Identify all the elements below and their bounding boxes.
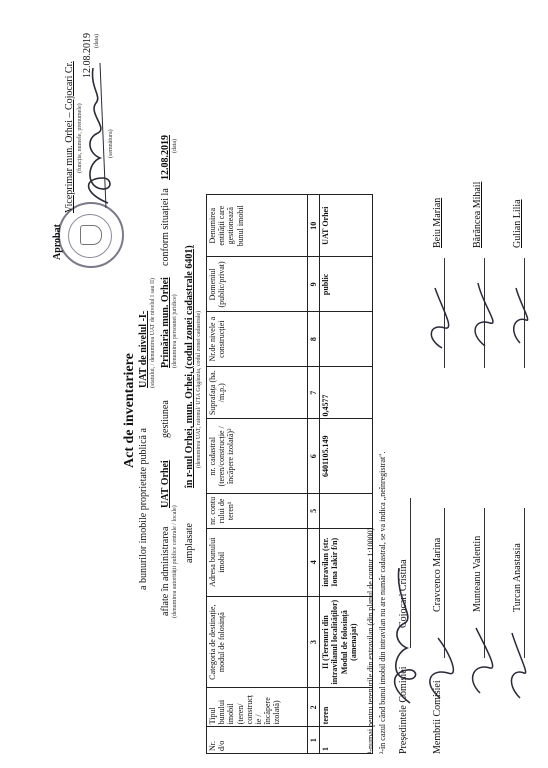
gest-date: 12.08.2019 <box>160 135 171 180</box>
header-cell: Suprafața (ha. /m.p.) <box>207 366 308 418</box>
header-cell: Domeniul (public/privat) <box>207 257 308 312</box>
number-cell: 8 <box>308 312 320 367</box>
approval-date-sub: (data) <box>94 34 100 48</box>
gest-sub: (denumirea persoanei juridice) <box>172 294 178 368</box>
member-name: Gulian Lilia <box>512 199 523 248</box>
document-title: Act de inventariere <box>122 353 137 468</box>
header-cell: Nr.de nivele a construcției <box>207 312 308 367</box>
gest-date-sub: (data) <box>172 139 178 153</box>
header-cell: Categoria de destinație, modul de folosință <box>207 596 308 688</box>
approval-date: 12.08.2019 <box>82 33 93 78</box>
line1-prefix: a bunurilor imobile proprietate publică a <box>138 428 149 590</box>
president-label: Președintele Comisiei <box>398 666 409 754</box>
cell-nr: 1 <box>320 727 373 754</box>
number-cell: 5 <box>308 494 320 529</box>
member-name: Turcan Anastasia <box>512 543 523 612</box>
footnote-1: ¹-numai pentru terenurile din extravilan (din planul de contur 1:10000). <box>366 525 375 754</box>
cell-contour <box>320 494 373 529</box>
line1-value: UAT de nivelul -I- <box>138 310 149 388</box>
members-label: Membrii Comisiei <box>432 680 443 754</box>
header-cell: nr. contu rului de teren¹ <box>207 494 308 529</box>
cell-category: II (Terenuri din intravilanul localităților) Modul de folosință (amenajat) <box>320 596 373 688</box>
line1-sub: (statului, / denumirea UAT de nivelul I sau II) <box>150 277 156 388</box>
header-cell: Denumirea entității care gestionează bunul imobil <box>207 195 308 257</box>
number-cell: 6 <box>308 419 320 494</box>
president-name: Cojocari Cristina <box>398 559 409 628</box>
admin-value: UAT Orhei <box>160 460 171 508</box>
cell-levels <box>320 312 373 367</box>
gest-suffix: conform situației la <box>160 188 171 266</box>
approver-name: Viceprimar mun. Orhei – Cojocari Cr. <box>64 61 75 213</box>
cell-cadastral: 6401105.149 <box>320 419 373 494</box>
member-signature <box>420 588 530 708</box>
gest-prefix: gestiunea <box>160 400 171 438</box>
number-cell: 1 <box>308 727 320 754</box>
inventory-table <box>206 194 373 754</box>
number-cell: 2 <box>308 688 320 727</box>
table-row <box>320 195 373 754</box>
header-cell: nr. cadastral (teren/construcție /încăpere izolată)² <box>207 419 308 494</box>
header-cell: Adresa bunului imobil <box>207 528 308 596</box>
approval-label: Aprobat <box>52 224 63 260</box>
footnote-2: ²-în cazul când bunul imobil din intravilan nu are număr cadastral, se va indica „neînregistrat". <box>378 451 387 754</box>
cell-area: 0,4577 <box>320 366 373 418</box>
cell-type: teren <box>320 688 373 727</box>
number-cell: 7 <box>308 366 320 418</box>
amplasate-value: în r-nul Orhei, mun. Orhei, (codul zonei cadastrale 6401) <box>184 245 195 488</box>
cell-entity: UAT Orhei <box>320 195 373 257</box>
number-cell: 4 <box>308 528 320 596</box>
gest-value: Primăria mun. Orhei <box>160 277 171 368</box>
header-cell: Nr. d/o <box>207 727 308 754</box>
admin-sub: (denumirea autorității publice centrale / locale) <box>172 505 178 618</box>
amplasate-prefix: amplasate <box>184 523 195 563</box>
member-name: Bărăncea Mihail <box>472 181 483 248</box>
number-cell: 9 <box>308 257 320 312</box>
member-name: Cravcenco Marina <box>432 537 443 612</box>
member-signature <box>420 268 530 358</box>
table-header-row <box>207 195 308 754</box>
header-cell: Tipul bunului imobil (teren/ construcț ie /încăpere izolată) <box>207 688 308 727</box>
number-cell: 3 <box>308 596 320 688</box>
cell-address: intravilan (str. Iona Iakir f/n) <box>320 528 373 596</box>
signature-sub: (semnătura) <box>108 129 114 158</box>
table-number-row <box>308 195 320 754</box>
number-cell: 10 <box>308 195 320 257</box>
approver-sub: (funcția, numele, prenumele) <box>77 103 83 173</box>
admin-prefix: aflate în administrarea <box>160 526 171 616</box>
president-signature <box>385 558 425 708</box>
member-name: Munteanu Valentin <box>472 535 483 612</box>
cell-domain: public <box>320 257 373 312</box>
member-name: Beiu Marian <box>432 197 443 248</box>
amplasate-sub: (denumirea UAT, raionul/ UTA Găgăuzia, codul zonei cadastrale) <box>196 310 202 468</box>
